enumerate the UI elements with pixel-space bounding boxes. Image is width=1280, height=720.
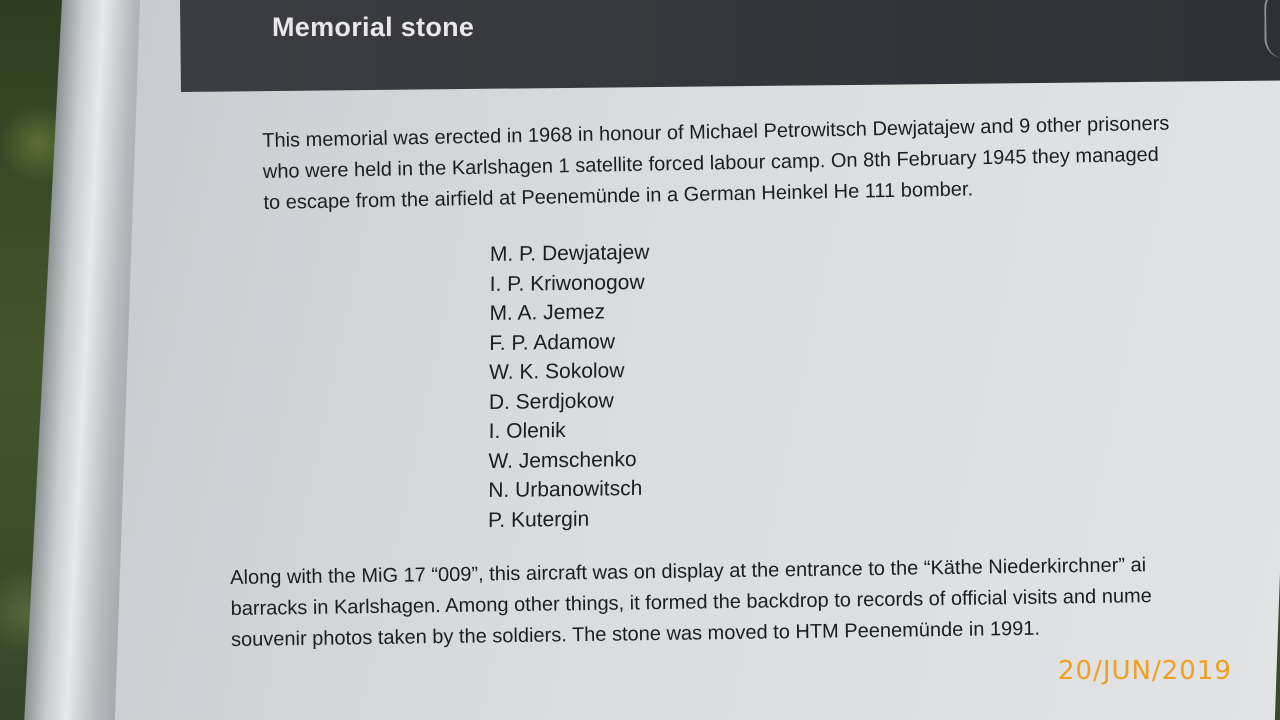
name-item: I. Olenik xyxy=(488,418,566,444)
name-item: M. A. Jemez xyxy=(489,300,606,326)
name-item: W. K. Sokolow xyxy=(488,359,625,385)
outro-paragraph: Along with the MiG 17 “009”, this aircraft was on display at the entrance to the “Käthe Niederkirchner” ai barracks in Karlshagen. Among other things, it formed the backdrop to records of official visits and nume souvenir photos taken by the soldiers. The stone was moved to HTM Peenemünde in 1991. xyxy=(230,554,1152,651)
camera-date-stamp: 20/JUN/2019 xyxy=(1058,656,1232,686)
name-item: D. Serdjokow xyxy=(488,388,614,414)
name-item: N. Urbanowitsch xyxy=(488,476,643,503)
logo-icon xyxy=(1264,0,1280,59)
intro-paragraph: This memorial was erected in 1968 in honour of Michael Petrowitsch Dewjatajew and 9 other prisoners who were held in the Karlshagen 1 satellite forced labour camp. On 8th February 1945 they managed to escape from the airfield at Peenemünde in a German Heinkel He 111 bomber. xyxy=(262,112,1170,214)
name-item: P. Kutergin xyxy=(487,507,590,532)
sign-title: Memorial stone xyxy=(272,12,475,42)
name-item: F. P. Adamow xyxy=(489,329,616,355)
name-item: I. P. Kriwonogow xyxy=(489,270,645,296)
prisoner-names-list xyxy=(488,237,730,535)
name-item: W. Jemschenko xyxy=(488,447,637,473)
name-item: M. P. Dewjatajew xyxy=(489,240,650,267)
